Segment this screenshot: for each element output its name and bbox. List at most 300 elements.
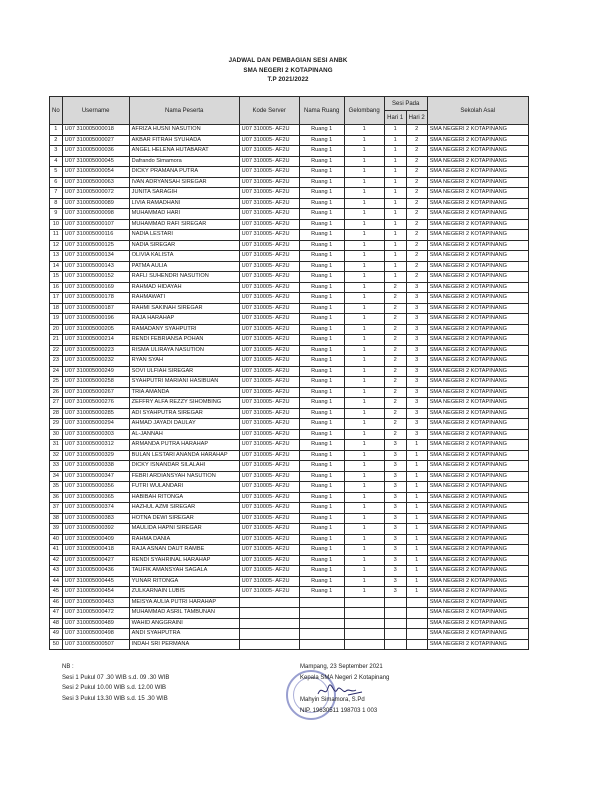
cell-nama-ruang: Ruang 1	[299, 335, 344, 346]
cell-nama-peserta: RISMA ULIRAYA NASUTION	[129, 345, 239, 356]
cell-gelombang: 1	[344, 146, 384, 157]
cell-nama-peserta: TAUFIK AMANSYAH SAGALA	[129, 566, 239, 577]
cell-no: 29	[50, 419, 63, 430]
cell-username: U07 310005000267	[62, 387, 129, 398]
cell-hari-1: 2	[384, 324, 406, 335]
cell-username: U07 310005000374	[62, 503, 129, 514]
cell-hari-2: 3	[406, 282, 427, 293]
cell-hari-2: 2	[406, 167, 427, 178]
cell-gelombang: 1	[344, 156, 384, 167]
cell-hari-1: 3	[384, 534, 406, 545]
cell-nama-ruang: Ruang 1	[299, 356, 344, 367]
cell-nama-ruang: Ruang 1	[299, 188, 344, 199]
cell-gelombang: 1	[344, 461, 384, 472]
cell-gelombang: 1	[344, 429, 384, 440]
cell-no: 28	[50, 408, 63, 419]
cell-hari-1: 1	[384, 125, 406, 136]
cell-sekolah-asal: SMA NEGERI 2 KOTAPINANG	[427, 303, 528, 314]
cell-gelombang	[344, 629, 384, 640]
cell-kode-server: U07 310005- AF2U	[239, 492, 299, 503]
cell-sekolah-asal: SMA NEGERI 2 KOTAPINANG	[427, 230, 528, 241]
cell-sekolah-asal: SMA NEGERI 2 KOTAPINANG	[427, 177, 528, 188]
table-row	[50, 555, 529, 566]
cell-kode-server: U07 310005- AF2U	[239, 345, 299, 356]
cell-kode-server	[239, 629, 299, 640]
cell-no: 26	[50, 387, 63, 398]
cell-nama-peserta: IVAN ADRYANSAH SIREGAR	[129, 177, 239, 188]
table-row	[50, 198, 529, 209]
cell-hari-1: 2	[384, 356, 406, 367]
cell-hari-2: 1	[406, 524, 427, 535]
table-row	[50, 324, 529, 335]
cell-nama-peserta: RAHMAWATI	[129, 293, 239, 304]
session-1-note: Sesi 1 Pukul 07 .30 WIB s.d. 09 .30 WIB	[62, 674, 170, 681]
cell-kode-server: U07 310005- AF2U	[239, 419, 299, 430]
cell-no: 20	[50, 324, 63, 335]
cell-nama-peserta: RENDI FEBRIANSA POHAN	[129, 335, 239, 346]
cell-no: 1	[50, 125, 63, 136]
table-row	[50, 639, 529, 650]
cell-nama-ruang: Ruang 1	[299, 471, 344, 482]
cell-username: U07 310005000143	[62, 261, 129, 272]
cell-nama-peserta: LIVIA RAMADHANI	[129, 198, 239, 209]
cell-kode-server: U07 310005- AF2U	[239, 261, 299, 272]
title-line-1: JADWAL DAN PEMBAGIAN SESI ANBK	[228, 57, 348, 64]
cell-hari-1	[384, 629, 406, 640]
cell-nama-ruang: Ruang 1	[299, 146, 344, 157]
cell-hari-2: 2	[406, 209, 427, 220]
cell-gelombang: 1	[344, 272, 384, 283]
cell-nama-peserta: HAZHUL AZMI SIREGAR	[129, 503, 239, 514]
cell-gelombang: 1	[344, 440, 384, 451]
cell-username: U07 310005000356	[62, 482, 129, 493]
table-row	[50, 503, 529, 514]
cell-sekolah-asal: SMA NEGERI 2 KOTAPINANG	[427, 366, 528, 377]
table-row	[50, 230, 529, 241]
cell-hari-1	[384, 597, 406, 608]
cell-hari-2: 3	[406, 429, 427, 440]
table-row	[50, 524, 529, 535]
cell-username: U07 310005000232	[62, 356, 129, 367]
cell-kode-server: U07 310005- AF2U	[239, 135, 299, 146]
cell-gelombang: 1	[344, 177, 384, 188]
cell-username: U07 310005000107	[62, 219, 129, 230]
cell-kode-server: U07 310005- AF2U	[239, 230, 299, 241]
cell-kode-server: U07 310005- AF2U	[239, 587, 299, 598]
cell-hari-1	[384, 608, 406, 619]
cell-sekolah-asal: SMA NEGERI 2 KOTAPINANG	[427, 629, 528, 640]
cell-hari-2: 3	[406, 345, 427, 356]
cell-hari-2: 1	[406, 450, 427, 461]
table-row	[50, 303, 529, 314]
cell-gelombang: 1	[344, 335, 384, 346]
cell-nama-ruang: Ruang 1	[299, 230, 344, 241]
cell-sekolah-asal: SMA NEGERI 2 KOTAPINANG	[427, 503, 528, 514]
cell-nama-peserta: PATMA AULIA	[129, 261, 239, 272]
cell-sekolah-asal: SMA NEGERI 2 KOTAPINANG	[427, 608, 528, 619]
cell-nama-peserta: INDAH SRI PERMANA	[129, 639, 239, 650]
col-header-gelombang: Gelombang	[344, 97, 384, 125]
cell-gelombang: 1	[344, 524, 384, 535]
cell-kode-server: U07 310005- AF2U	[239, 513, 299, 524]
cell-hari-2: 2	[406, 272, 427, 283]
cell-username: U07 310005000347	[62, 471, 129, 482]
table-row	[50, 450, 529, 461]
cell-nama-peserta: RENDI SYAHRINAL HARAHAP	[129, 555, 239, 566]
cell-no: 8	[50, 198, 63, 209]
cell-hari-1: 2	[384, 293, 406, 304]
cell-no: 3	[50, 146, 63, 157]
table-row	[50, 387, 529, 398]
cell-nama-peserta: RYAN SYAH	[129, 356, 239, 367]
cell-hari-2: 1	[406, 461, 427, 472]
cell-hari-2: 1	[406, 471, 427, 482]
cell-hari-1: 1	[384, 230, 406, 241]
cell-hari-2: 2	[406, 146, 427, 157]
cell-username: U07 310005000489	[62, 618, 129, 629]
cell-nama-peserta: AHMAD JAYADI DAULAY	[129, 419, 239, 430]
cell-gelombang	[344, 597, 384, 608]
col-header-sekolah-asal: Sekolah Asal	[427, 97, 528, 125]
cell-nama-ruang: Ruang 1	[299, 272, 344, 283]
table-row	[50, 618, 529, 629]
cell-kode-server: U07 310005- AF2U	[239, 125, 299, 136]
cell-nama-ruang: Ruang 1	[299, 587, 344, 598]
cell-nama-ruang: Ruang 1	[299, 555, 344, 566]
cell-kode-server: U07 310005- AF2U	[239, 303, 299, 314]
table-row	[50, 408, 529, 419]
cell-nama-ruang: Ruang 1	[299, 461, 344, 472]
table-row	[50, 597, 529, 608]
cell-nama-ruang: Ruang 1	[299, 167, 344, 178]
cell-hari-2: 1	[406, 513, 427, 524]
cell-sekolah-asal: SMA NEGERI 2 KOTAPINANG	[427, 377, 528, 388]
cell-username: U07 310005000392	[62, 524, 129, 535]
notes-label: NB :	[62, 664, 74, 670]
table-row	[50, 335, 529, 346]
cell-hari-1: 1	[384, 135, 406, 146]
cell-gelombang: 1	[344, 513, 384, 524]
cell-hari-2	[406, 597, 427, 608]
table-row	[50, 566, 529, 577]
cell-username: U07 310005000027	[62, 135, 129, 146]
cell-username: U07 310005000089	[62, 198, 129, 209]
cell-hari-1: 3	[384, 513, 406, 524]
cell-nama-peserta: MUHAMMAD HARI	[129, 209, 239, 220]
cell-username: U07 310005000409	[62, 534, 129, 545]
cell-hari-2: 1	[406, 555, 427, 566]
cell-nama-peserta: AL-JANNAH	[129, 429, 239, 440]
cell-gelombang: 1	[344, 261, 384, 272]
cell-hari-2: 1	[406, 492, 427, 503]
cell-no: 36	[50, 492, 63, 503]
cell-sekolah-asal: SMA NEGERI 2 KOTAPINANG	[427, 398, 528, 409]
cell-username: U07 310005000223	[62, 345, 129, 356]
cell-nama-peserta: ANDI SYAHPUTRA	[129, 629, 239, 640]
cell-sekolah-asal: SMA NEGERI 2 KOTAPINANG	[427, 429, 528, 440]
cell-nama-peserta: RAHMAD HIDAYAH	[129, 282, 239, 293]
cell-hari-1: 3	[384, 587, 406, 598]
cell-sekolah-asal: SMA NEGERI 2 KOTAPINANG	[427, 167, 528, 178]
cell-no: 50	[50, 639, 63, 650]
cell-sekolah-asal: SMA NEGERI 2 KOTAPINANG	[427, 408, 528, 419]
cell-username: U07 310005000054	[62, 167, 129, 178]
cell-gelombang: 1	[344, 534, 384, 545]
cell-hari-1: 3	[384, 566, 406, 577]
cell-username: U07 310005000338	[62, 461, 129, 472]
col-header-sesi-pada: Sesi Pada	[384, 97, 427, 111]
cell-nama-peserta: TRIA AMANDA	[129, 387, 239, 398]
cell-nama-ruang: Ruang 1	[299, 576, 344, 587]
cell-hari-1: 1	[384, 156, 406, 167]
cell-hari-1: 3	[384, 450, 406, 461]
cell-no: 16	[50, 282, 63, 293]
cell-hari-1: 3	[384, 524, 406, 535]
cell-hari-2	[406, 608, 427, 619]
cell-username: U07 310005000436	[62, 566, 129, 577]
table-row	[50, 167, 529, 178]
cell-nama-peserta: NADIA SIREGAR	[129, 240, 239, 251]
col-header-kode-server: Kode Server	[239, 97, 299, 125]
cell-sekolah-asal: SMA NEGERI 2 KOTAPINANG	[427, 156, 528, 167]
cell-hari-1	[384, 639, 406, 650]
place-date: Mampang, 23 September 2021	[300, 664, 383, 670]
cell-hari-1: 3	[384, 461, 406, 472]
cell-sekolah-asal: SMA NEGERI 2 KOTAPINANG	[427, 209, 528, 220]
cell-no: 9	[50, 209, 63, 220]
cell-nama-ruang: Ruang 1	[299, 219, 344, 230]
cell-nama-ruang: Ruang 1	[299, 387, 344, 398]
table-row	[50, 356, 529, 367]
cell-nama-ruang: Ruang 1	[299, 282, 344, 293]
title-line-3: T.P 2021/2022	[267, 76, 309, 83]
cell-nama-ruang: Ruang 1	[299, 240, 344, 251]
cell-hari-2: 1	[406, 545, 427, 556]
cell-kode-server: U07 310005- AF2U	[239, 440, 299, 451]
table-row	[50, 345, 529, 356]
cell-gelombang: 1	[344, 198, 384, 209]
cell-username: U07 310005000178	[62, 293, 129, 304]
schedule-table	[49, 96, 529, 650]
signer-position: Kepala SMA Negeri 2 Kotapinang	[300, 675, 390, 681]
cell-sekolah-asal: SMA NEGERI 2 KOTAPINANG	[427, 587, 528, 598]
cell-nama-ruang	[299, 629, 344, 640]
cell-sekolah-asal: SMA NEGERI 2 KOTAPINANG	[427, 219, 528, 230]
table-row	[50, 293, 529, 304]
cell-kode-server: U07 310005- AF2U	[239, 335, 299, 346]
cell-kode-server: U07 310005- AF2U	[239, 209, 299, 220]
cell-no: 31	[50, 440, 63, 451]
cell-kode-server: U07 310005- AF2U	[239, 156, 299, 167]
cell-hari-1: 1	[384, 261, 406, 272]
cell-gelombang: 1	[344, 219, 384, 230]
cell-kode-server: U07 310005- AF2U	[239, 555, 299, 566]
cell-kode-server: U07 310005- AF2U	[239, 282, 299, 293]
cell-hari-1: 2	[384, 335, 406, 346]
cell-kode-server	[239, 618, 299, 629]
cell-no: 38	[50, 513, 63, 524]
cell-hari-2: 3	[406, 356, 427, 367]
cell-kode-server: U07 310005- AF2U	[239, 167, 299, 178]
table-row	[50, 471, 529, 482]
table-row	[50, 398, 529, 409]
cell-hari-2: 2	[406, 188, 427, 199]
cell-hari-2: 3	[406, 366, 427, 377]
signer-nip: NIP. 19630511 198703 1 003	[300, 708, 378, 714]
cell-no: 22	[50, 345, 63, 356]
cell-kode-server	[239, 608, 299, 619]
cell-username: U07 310005000125	[62, 240, 129, 251]
cell-no: 15	[50, 272, 63, 283]
cell-username: U07 310005000152	[62, 272, 129, 283]
col-header-hari-2: Hari 2	[406, 111, 427, 125]
cell-gelombang: 1	[344, 503, 384, 514]
cell-gelombang: 1	[344, 240, 384, 251]
cell-hari-2: 2	[406, 261, 427, 272]
table-row	[50, 314, 529, 325]
cell-nama-ruang: Ruang 1	[299, 408, 344, 419]
cell-username: U07 310005000285	[62, 408, 129, 419]
cell-sekolah-asal: SMA NEGERI 2 KOTAPINANG	[427, 524, 528, 535]
table-row	[50, 240, 529, 251]
cell-gelombang: 1	[344, 419, 384, 430]
cell-sekolah-asal: SMA NEGERI 2 KOTAPINANG	[427, 545, 528, 556]
col-header-nama-peserta: Nama Peserta	[129, 97, 239, 125]
cell-hari-2: 3	[406, 408, 427, 419]
cell-no: 41	[50, 545, 63, 556]
cell-username: U07 310005000187	[62, 303, 129, 314]
cell-no: 30	[50, 429, 63, 440]
col-header-username: Username	[62, 97, 129, 125]
cell-no: 7	[50, 188, 63, 199]
cell-gelombang: 1	[344, 471, 384, 482]
cell-kode-server: U07 310005- AF2U	[239, 366, 299, 377]
cell-hari-2: 3	[406, 419, 427, 430]
cell-gelombang: 1	[344, 387, 384, 398]
cell-nama-peserta: ARMANDA PUTRA HARAHAP	[129, 440, 239, 451]
cell-gelombang: 1	[344, 450, 384, 461]
cell-hari-1: 1	[384, 198, 406, 209]
cell-no: 42	[50, 555, 63, 566]
cell-hari-1: 2	[384, 345, 406, 356]
cell-no: 45	[50, 587, 63, 598]
cell-nama-ruang: Ruang 1	[299, 419, 344, 430]
cell-hari-1: 1	[384, 177, 406, 188]
cell-nama-ruang: Ruang 1	[299, 503, 344, 514]
cell-hari-2: 2	[406, 251, 427, 262]
cell-hari-1: 3	[384, 545, 406, 556]
cell-no: 43	[50, 566, 63, 577]
cell-hari-1: 2	[384, 398, 406, 409]
table-row	[50, 576, 529, 587]
cell-nama-ruang: Ruang 1	[299, 545, 344, 556]
cell-username: U07 310005000463	[62, 597, 129, 608]
table-row	[50, 272, 529, 283]
cell-username: U07 310005000418	[62, 545, 129, 556]
cell-sekolah-asal: SMA NEGERI 2 KOTAPINANG	[427, 335, 528, 346]
cell-hari-2: 3	[406, 335, 427, 346]
cell-username: U07 310005000018	[62, 125, 129, 136]
cell-hari-2: 1	[406, 587, 427, 598]
cell-kode-server: U07 310005- AF2U	[239, 408, 299, 419]
cell-nama-ruang: Ruang 1	[299, 198, 344, 209]
cell-hari-1: 3	[384, 555, 406, 566]
cell-sekolah-asal: SMA NEGERI 2 KOTAPINANG	[427, 419, 528, 430]
cell-hari-1: 3	[384, 482, 406, 493]
cell-hari-1: 1	[384, 209, 406, 220]
table-row	[50, 282, 529, 293]
cell-username: U07 310005000258	[62, 377, 129, 388]
cell-username: U07 310005000214	[62, 335, 129, 346]
cell-username: U07 310005000498	[62, 629, 129, 640]
cell-sekolah-asal: SMA NEGERI 2 KOTAPINANG	[427, 387, 528, 398]
table-row	[50, 419, 529, 430]
cell-nama-peserta: MUHAMMAD ASRIL TAMBUNAN	[129, 608, 239, 619]
cell-gelombang	[344, 639, 384, 650]
cell-sekolah-asal: SMA NEGERI 2 KOTAPINANG	[427, 282, 528, 293]
cell-username: U07 310005000312	[62, 440, 129, 451]
cell-nama-peserta: RAJA ASNAN DAUT RAMBE	[129, 545, 239, 556]
cell-kode-server: U07 310005- AF2U	[239, 471, 299, 482]
cell-gelombang: 1	[344, 555, 384, 566]
cell-nama-ruang	[299, 597, 344, 608]
cell-gelombang: 1	[344, 188, 384, 199]
cell-sekolah-asal: SMA NEGERI 2 KOTAPINANG	[427, 135, 528, 146]
cell-hari-2: 3	[406, 303, 427, 314]
cell-hari-1: 3	[384, 492, 406, 503]
cell-no: 14	[50, 261, 63, 272]
cell-nama-peserta: ZEFFRY ALFA REZZY SIHOMBING	[129, 398, 239, 409]
cell-gelombang: 1	[344, 356, 384, 367]
cell-no: 23	[50, 356, 63, 367]
cell-no: 27	[50, 398, 63, 409]
cell-nama-ruang: Ruang 1	[299, 324, 344, 335]
cell-sekolah-asal: SMA NEGERI 2 KOTAPINANG	[427, 188, 528, 199]
table-row	[50, 177, 529, 188]
cell-hari-1: 1	[384, 240, 406, 251]
cell-username: U07 310005000196	[62, 314, 129, 325]
cell-nama-peserta: NADIA LESTARI	[129, 230, 239, 241]
cell-no: 12	[50, 240, 63, 251]
cell-hari-2: 2	[406, 125, 427, 136]
document-title	[0, 56, 576, 85]
cell-username: U07 310005000303	[62, 429, 129, 440]
cell-sekolah-asal: SMA NEGERI 2 KOTAPINANG	[427, 125, 528, 136]
cell-gelombang: 1	[344, 282, 384, 293]
cell-username: U07 310005000329	[62, 450, 129, 461]
cell-kode-server: U07 310005- AF2U	[239, 398, 299, 409]
cell-username: U07 310005000063	[62, 177, 129, 188]
cell-nama-ruang: Ruang 1	[299, 366, 344, 377]
cell-sekolah-asal: SMA NEGERI 2 KOTAPINANG	[427, 440, 528, 451]
cell-hari-2: 3	[406, 314, 427, 325]
cell-no: 2	[50, 135, 63, 146]
cell-hari-1: 2	[384, 419, 406, 430]
table-row	[50, 461, 529, 472]
cell-nama-peserta: RAJA HARAHAP	[129, 314, 239, 325]
cell-nama-peserta: BULAN LESTARI ANANDA HARAHAP	[129, 450, 239, 461]
col-header-hari-1: Hari 1	[384, 111, 406, 125]
cell-hari-1: 3	[384, 471, 406, 482]
cell-kode-server: U07 310005- AF2U	[239, 240, 299, 251]
cell-sekolah-asal: SMA NEGERI 2 KOTAPINANG	[427, 450, 528, 461]
cell-sekolah-asal: SMA NEGERI 2 KOTAPINANG	[427, 482, 528, 493]
cell-hari-2: 2	[406, 135, 427, 146]
cell-gelombang: 1	[344, 492, 384, 503]
cell-username: U07 310005000116	[62, 230, 129, 241]
cell-hari-2: 2	[406, 230, 427, 241]
cell-gelombang: 1	[344, 125, 384, 136]
